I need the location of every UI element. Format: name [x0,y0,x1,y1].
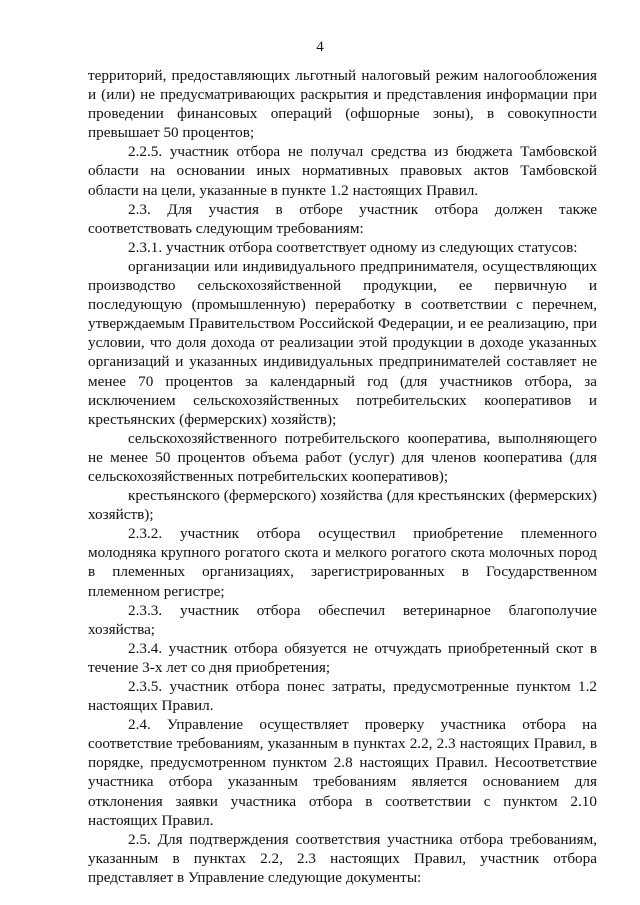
paragraph: организации или индивидуального предпринимателя, осуществляющих производство сельскохозяйственной продукции, ее первичную и последующую (промышленную) переработку в соответствии с перечнем, утверждаемым Правительством Российской Федерации, и ее реализацию, при условии, что доля дохода от реализации этой продукции в доходе указанных организаций и указанных индивидуальных предпринимателей составляет не менее 70 процентов за календарный год (для участников отбора, за исключением сельскохозяйственных потребительских кооперативов и крестьянских (фермерских) хозяйств); [88,257,597,428]
paragraph: 2.3.5. участник отбора понес затраты, предусмотренные пунктом 1.2 настоящих Правил. [88,678,597,715]
page-number: 4 [316,39,324,55]
paragraph: 2.3.4. участник отбора обязуется не отчуждать приобретенный скот в течение 3-х лет со дня приобретения; [88,639,597,676]
paragraph: 2.4. Управление осуществляет проверку участника отбора на соответствие требованиям, указанным в пунктах 2.2, 2.3 настоящих Правил, в порядке, предусмотренном пунктом 2.8 настоящих Правил. Несоответствие участника отбора указанным требованиям является основанием для отклонения заявки участника отбора в соответствии с пунктом 2.10 настоящих Правил. [88,716,597,829]
paragraph: 2.3.3. участник отбора обеспечил ветеринарное благополучие хозяйства; [88,601,597,638]
paragraph: 2.3. Для участия в отборе участник отбора должен также соответствовать следующим требованиям: [88,200,597,237]
document-body [88,66,597,887]
paragraph: 2.3.2. участник отбора осуществил приобретение племенного молодняка крупного рогатого скота и мелкого рогатого скота молочных пород в племенных организациях, зарегистрированных в Государственном племенном регистре; [88,525,597,600]
paragraph: крестьянского (фермерского) хозяйства (для крестьянских (фермерских) хозяйств); [88,487,597,524]
paragraph: 2.3.1. участник отбора соответствует одному из следующих статусов: [128,238,578,256]
paragraph: 2.2.5. участник отбора не получал средства из бюджета Тамбовской области на основании иных нормативных правовых актов Тамбовской области на цели, указанные в пункте 1.2 настоящих Правил. [88,143,597,199]
paragraph: 2.5. Для подтверждения соответствия участника отбора требованиям, указанным в пунктах 2.2, 2.3 настоящих Правил, участник отбора представляет в Управление следующие документы: [88,830,597,886]
paragraph: сельскохозяйственного потребительского кооператива, выполняющего не менее 50 процентов объема работ (услуг) для членов кооператива (для сельскохозяйственных потребительских кооперативов); [88,429,597,485]
paragraph: территорий, предоставляющих льготный налоговый режим налогообложения и (или) не предусматривающих раскрытия и представления информации при проведении финансовых операций (офшорные зоны), в совокупности превышает 50 процентов; [88,67,597,142]
